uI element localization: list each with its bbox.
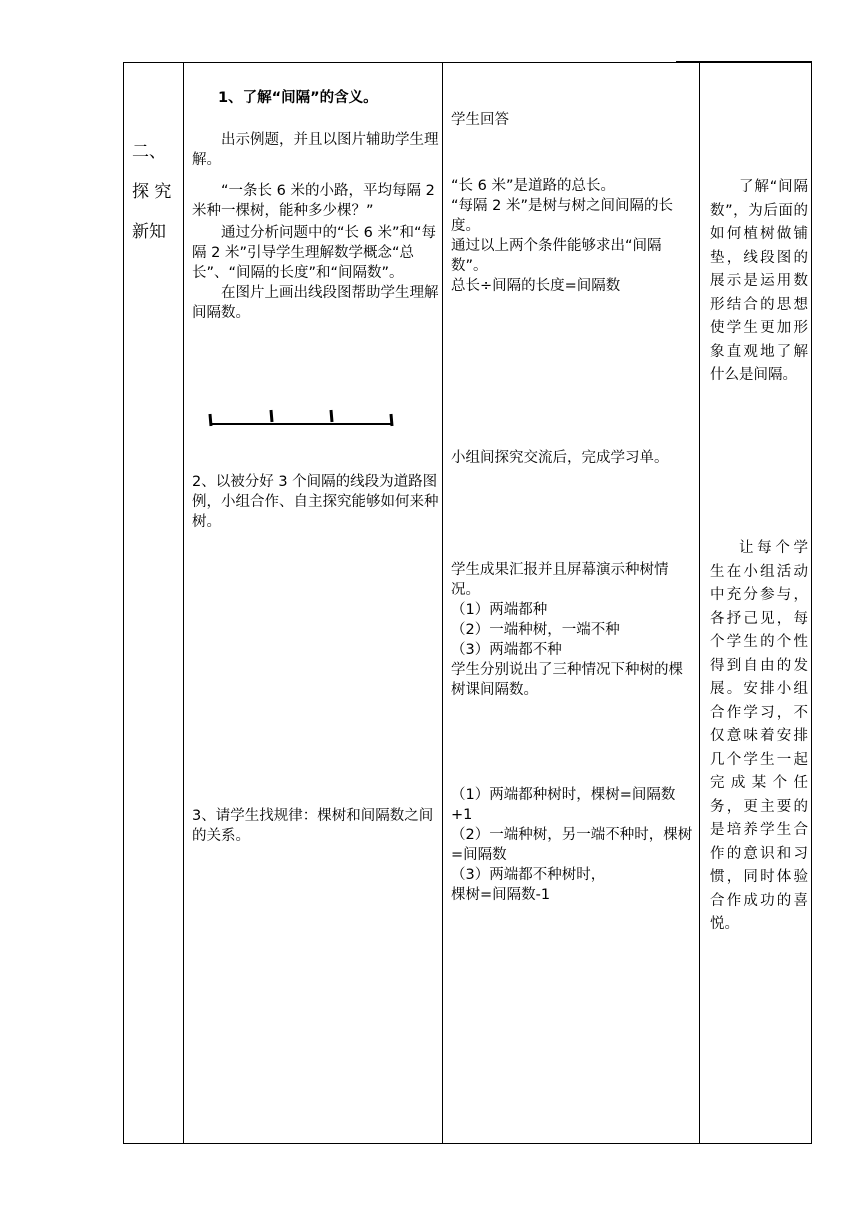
segment-tick-1 [210, 414, 211, 426]
teacher-step3 [192, 806, 440, 846]
step1-analysis: 通过分析问题中的“长 6 米”和“每隔 2 米”引导学生理解数学概念“总长”、“间隔的长度”和“间隔数”。 [192, 225, 436, 281]
student-analysis [451, 176, 695, 296]
step1-title: 1、了解“间隔”的含义。 [218, 90, 378, 106]
student-rule3a: （3）两端都不种树时， [451, 867, 606, 883]
segment-tick-3 [331, 410, 332, 422]
student-report-text: 学生成果汇报并且屏幕演示种树情况。 [451, 562, 669, 598]
student-group-text: 小组间探究交流后，完成学习单。 [451, 450, 669, 466]
teacher-step1 [192, 88, 440, 108]
student-a2: “每隔 2 米”是树与树之间间隔的长度。 [451, 198, 673, 234]
lesson-table [123, 62, 812, 1144]
intent-1 [710, 176, 808, 388]
segment-tick-2 [271, 410, 272, 422]
intent-2-text: 让每个学生在小组活动中充分参与，各抒己见，每个学生的个性得到自由的发展。安排小组合作学习，不仅意味着安排几个学生一起完成某个任务，更主要的是培养学生合作的意识和习惯，同时体验合作成功的喜悦。 [710, 540, 808, 932]
student-case3: （3）两端都不种 [451, 642, 562, 658]
section-number: 二、 [132, 142, 166, 162]
step1-intro: 出示例题，并且以图片辅助学生理解。 [192, 132, 439, 168]
student-rule2: （2）一端种树，另一端不种时，棵树=间隔数 [451, 827, 693, 863]
student-rule1: （1）两端都种树时，棵树=间隔数+1 [451, 787, 676, 823]
student-rule3b: 棵树=间隔数-1 [451, 887, 551, 903]
section-label-line3: 新知 [132, 222, 166, 242]
section-label [132, 141, 182, 261]
student-answer [451, 110, 695, 130]
student-answer-label: 学生回答 [451, 112, 509, 128]
column-divider-1 [183, 63, 184, 1143]
section-label-line2: 探 究 [132, 182, 172, 202]
student-case2: （2）一端种树，一端不种 [451, 622, 620, 638]
intent-2 [710, 537, 808, 937]
student-a4: 总长÷间隔的长度=间隔数 [451, 278, 621, 294]
step1-problem: “一条长 6 米的小路，平均每隔 2 米种一棵树，能种多少棵？” [192, 183, 435, 219]
teacher-step2 [192, 472, 440, 532]
teacher-step1-body [192, 130, 440, 323]
intent-1-text: 了解“间隔数”，为后面的如何植树做铺垫，线段图的展示是运用数形结合的思想使学生更加形象直观地了解什么是间隔。 [710, 179, 808, 383]
column-divider-3 [699, 63, 700, 1143]
column-divider-2 [442, 63, 443, 1143]
student-group [451, 448, 695, 468]
segment-tick-4 [391, 414, 392, 426]
step2-text: 2、以被分好 3 个间隔的线段为道路图例，小组合作、自主探究能够如何来种树。 [192, 474, 439, 530]
student-a3: 通过以上两个条件能够求出“间隔数”。 [451, 238, 662, 274]
line-segment-diagram [206, 406, 402, 430]
student-summary: 学生分别说出了三种情况下种树的棵树课间隔数。 [451, 662, 683, 698]
student-report [451, 560, 695, 700]
student-a1: “长 6 米”是道路的总长。 [451, 178, 615, 194]
student-rules [451, 785, 695, 905]
step3-text: 3、请学生找规律：棵树和间隔数之间的关系。 [192, 808, 434, 844]
step1-segment-note: 在图片上画出线段图帮助学生理解间隔数。 [192, 285, 439, 321]
student-case1: （1）两端都种 [451, 602, 548, 618]
